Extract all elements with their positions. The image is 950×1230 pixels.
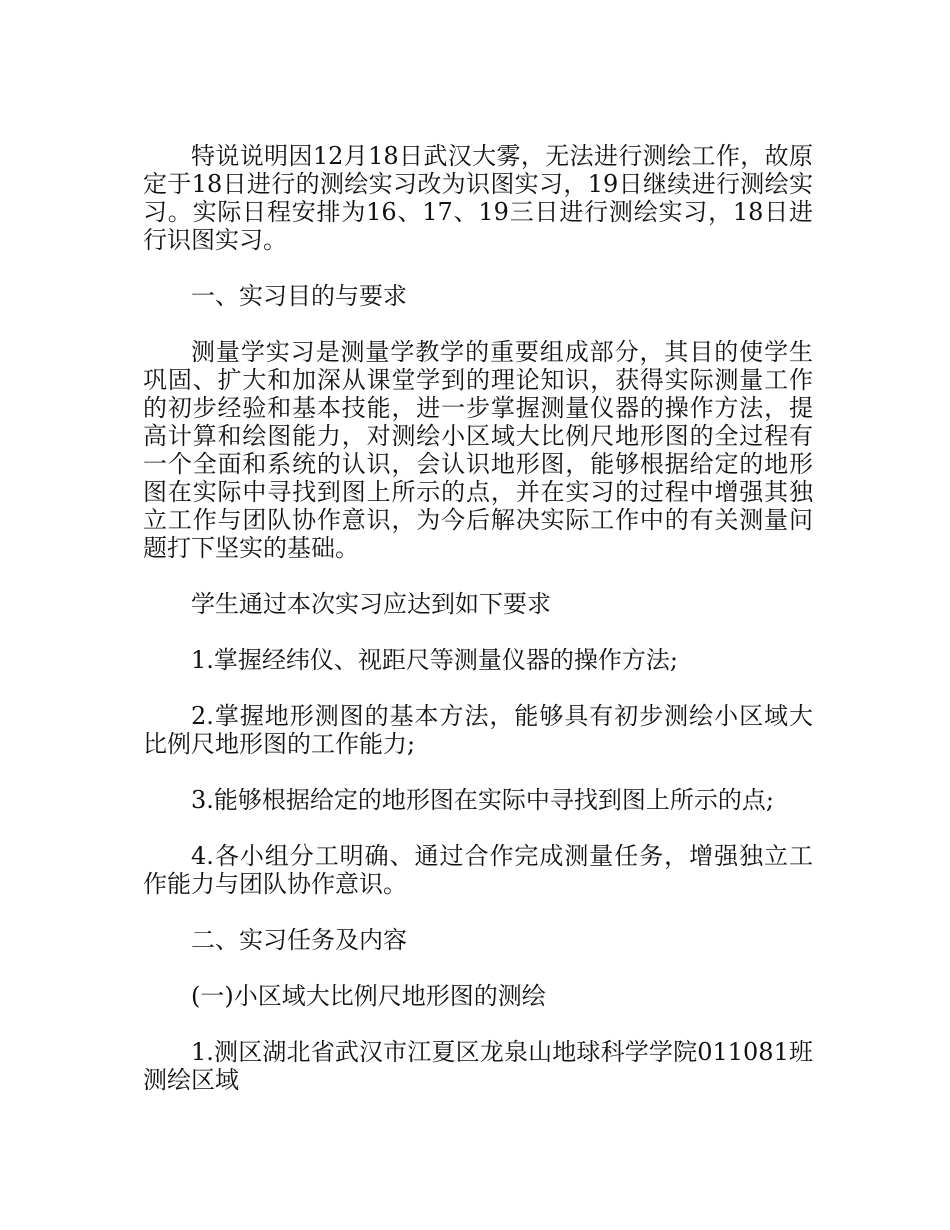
- heading-section-2: 二、实习任务及内容: [191, 926, 407, 954]
- paragraph-purpose: 测量学实习是测量学教学的重要组成部分，其目的使学生巩固、扩大和加深从课堂学到的理论知识，获得实际测量工作的初步经验和基本技能，进一步掌握测量仪器的操作方法，提高计算和绘图能力，对测绘小区域大比例尺地形图的全过程有一个全面和系统的认识，会认识地形图，能够根据给定的地形图在实际中寻找到图上所示的点，并在实习的过程中增强其独立工作与团队协作意识，为今后解决实际工作中的有关测量问题打下坚实的基础。: [143, 338, 813, 562]
- paragraph-requirements-intro: 学生通过本次实习应达到如下要求: [191, 590, 551, 618]
- list-item-requirement-2: 2.掌握地形测图的基本方法，能够具有初步测绘小区域大比例尺地形图的工作能力;: [143, 702, 813, 758]
- heading-section-1: 一、实习目的与要求: [191, 282, 407, 310]
- paragraph-notice: 特说说明因12月18日武汉大雾，无法进行测绘工作，故原定于18日进行的测绘实习改为识图实习，19日继续进行测绘实习。实际日程安排为16、17、19三日进行测绘实习，18日进行识图实习。: [143, 142, 813, 254]
- list-item-survey-area: 1.测区湖北省武汉市江夏区龙泉山地球科学学院011081班测绘区域: [143, 1038, 813, 1094]
- subheading-topographic-mapping: (一)小区域大比例尺地形图的测绘: [191, 982, 546, 1010]
- document-body: [143, 142, 813, 1122]
- list-item-requirement-4: 4.各小组分工明确、通过合作完成测量任务，增强独立工作能力与团队协作意识。: [143, 842, 813, 898]
- list-item-requirement-1: 1.掌握经纬仪、视距尺等测量仪器的操作方法;: [191, 646, 678, 674]
- list-item-requirement-3: 3.能够根据给定的地形图在实际中寻找到图上所示的点;: [191, 786, 774, 814]
